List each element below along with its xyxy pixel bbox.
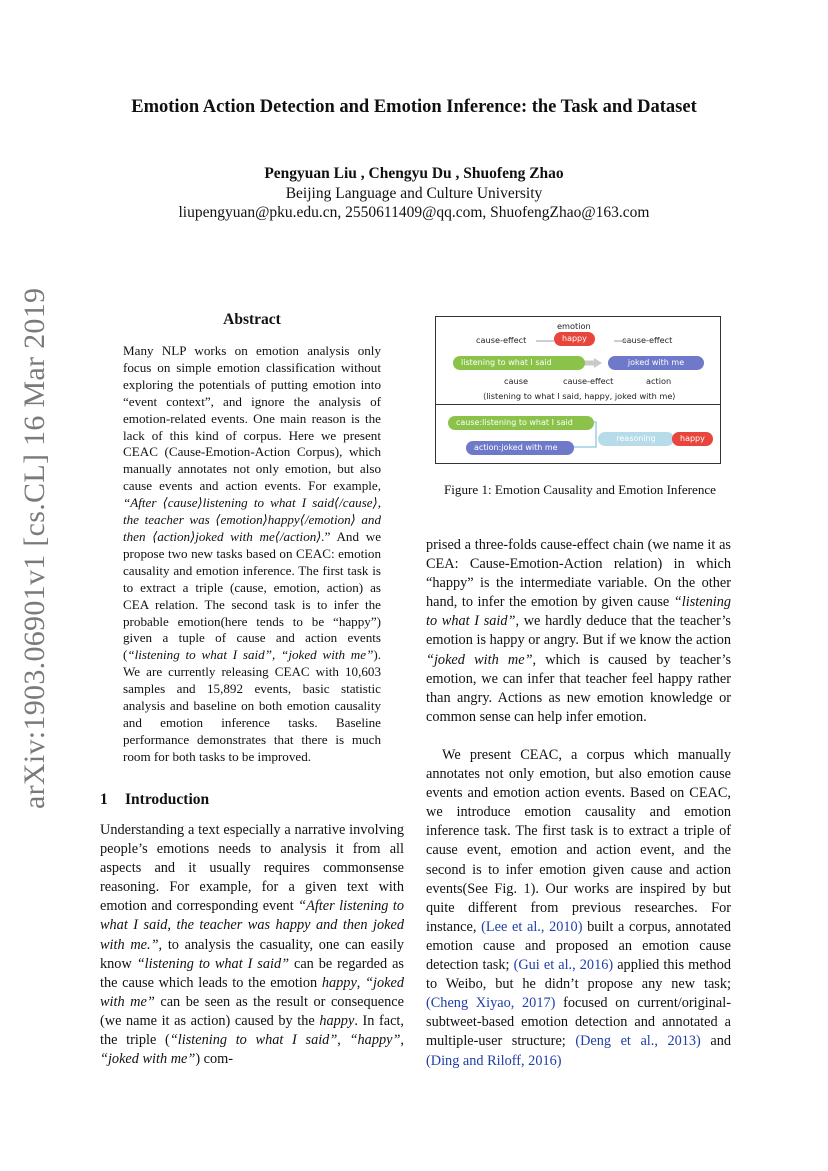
figure-cause-pill: cause:listening to what I said — [448, 416, 594, 430]
figure-joked-node: joked with me — [608, 356, 704, 370]
figure-cause-effect-mid: cause-effect — [563, 376, 614, 386]
figure-reasoning-pill: reasoning — [598, 432, 674, 446]
author-emails: liupengyuan@pku.edu.cn, 2550611409@qq.com, ShuofengZhao@163.com — [178, 204, 650, 221]
figure-happy-node: happy — [554, 332, 595, 346]
section-number: 1 — [100, 791, 108, 808]
citation-ding-2016[interactable]: (Ding and Riloff, 2016) — [426, 1052, 562, 1069]
figure-cause-effect-left: cause-effect — [476, 335, 527, 345]
figure-action-label: action — [646, 376, 672, 386]
abstract-heading: Abstract — [223, 311, 281, 328]
right-column-paragraph-2: We present CEAC, a corpus which manually annotates not only emotion, but also emotion cause events and emotion action events. Based on CEAC, we introduce emotion causality and emotion inference task. The first task is to extract a triple of cause event, emotion and action event, and the second is to infer emotion given cause and action events(See Fig. 1). Our works are inspired by but quite different from previous researches. For instance, (Lee et al., 2010) built a corpus, annotated emotion cause and proposed an emotion cause detection task; (Gui et al., 2016) applied this method to Weibo, but he didn’t propose any new task; (Cheng Xiyao, 2017) focused on current/original-subtweet-based emotion detection and annotated a multiple-user structure; (Deng et al., 2013) and (Ding and Riloff, 2016) — [426, 747, 732, 1069]
figure-emotion-label: emotion — [557, 321, 591, 331]
arxiv-identifier: arXiv:1903.06901v1 [cs.CL] 16 Mar 2019 — [18, 287, 51, 809]
figure-caption: Figure 1: Emotion Causality and Emotion Inference — [444, 482, 716, 497]
author-list: Pengyuan Liu , Chengyu Du , Shuofeng Zhao — [264, 165, 564, 182]
section-title: Introduction — [125, 791, 210, 808]
citation-gui-2016[interactable]: (Gui et al., 2016) — [513, 957, 614, 974]
citation-deng-2013[interactable]: (Deng et al., 2013) — [575, 1033, 701, 1050]
right-column-paragraph-1: prised a three-folds cause-effect chain (we name it as CEA: Cause-Emotion-Action relation) in which “happy” is the intermediate variable. On the other hand, to infer the emotion by given cause “listening to what I said”, we hardly deduce that the teacher’s emotion is happy or angry. But if we know the action “joked with me”, which is caused by teacher’s emotion, we can infer that teacher feel happy rather than angry. Actions as new emotion knowledge or common sense can help infer emotion. — [426, 537, 732, 725]
introduction-paragraph: Understanding a text especially a narrative involving people’s emotions needs to analysis it from all aspects and it usually requires commonsense reasoning. For example, for a given text with emotion and corresponding event “After listening to what I said, the teacher was happy and then joked with me.”, to analysis the casuality, one can easily know “listening to what I said” can be regarded as the cause which leads to the emotion happy, “joked with me” can be seen as the result or consequence (we name it as action) caused by the happy. In fact, the triple (“listening to what I said”, “happy”, “joked with me”) com- — [100, 822, 405, 1068]
figure-action-pill: action:joked with me — [466, 441, 574, 455]
section-heading-introduction — [100, 791, 209, 809]
figure-1-diagram — [435, 316, 721, 464]
figure-cause-label: cause — [504, 376, 529, 386]
citation-lee-2010[interactable]: (Lee et al., 2010) — [481, 918, 583, 935]
figure-cause-effect-right: cause-effect — [622, 335, 673, 345]
affiliation: Beijing Language and Culture University — [285, 185, 543, 202]
paper-title: Emotion Action Detection and Emotion Inference: the Task and Dataset — [131, 97, 697, 117]
figure-happy-output: happy — [672, 432, 713, 446]
figure-listening-node: listening to what I said — [453, 356, 585, 370]
citation-cheng-2017[interactable]: (Cheng Xiyao, 2017) — [426, 995, 556, 1012]
figure-tuple: ⟨listening to what I said, happy, joked with me⟩ — [483, 391, 676, 401]
abstract-body: Many NLP works on emotion analysis only focus on simple emotion classification without exploring the potentials of putting emotion into “event context”, and ignore the analysis of emotion-related events. One main reason is the lack of this kind of corpus. Here we present CEAC (Cause-Emotion-Action Corpus), which manually annotates not only emotion, but also cause events and action events. For example, “After ⟨cause⟩listening to what I said⟨/cause⟩, the teacher was ⟨emotion⟩happy⟨/emotion⟩ and then ⟨action⟩joked with me⟨/action⟩.” And we propose two new tasks based on CEAC: emotion causality and emotion inference. The first task is to extract a triple (cause, emotion, action) as CEA relation. The second task is to infer the probable emotion(here tends to be “happy”) given a tuple of cause and action events (“listening to what I said”, “joked with me”). We are currently releasing CEAC with 10,603 samples and 15,892 events, basic statistic analysis and baseline on both emotion causality and emotion inference tasks. Baseline performance demonstrates that there is much room for both tasks to be improved. — [123, 343, 382, 764]
